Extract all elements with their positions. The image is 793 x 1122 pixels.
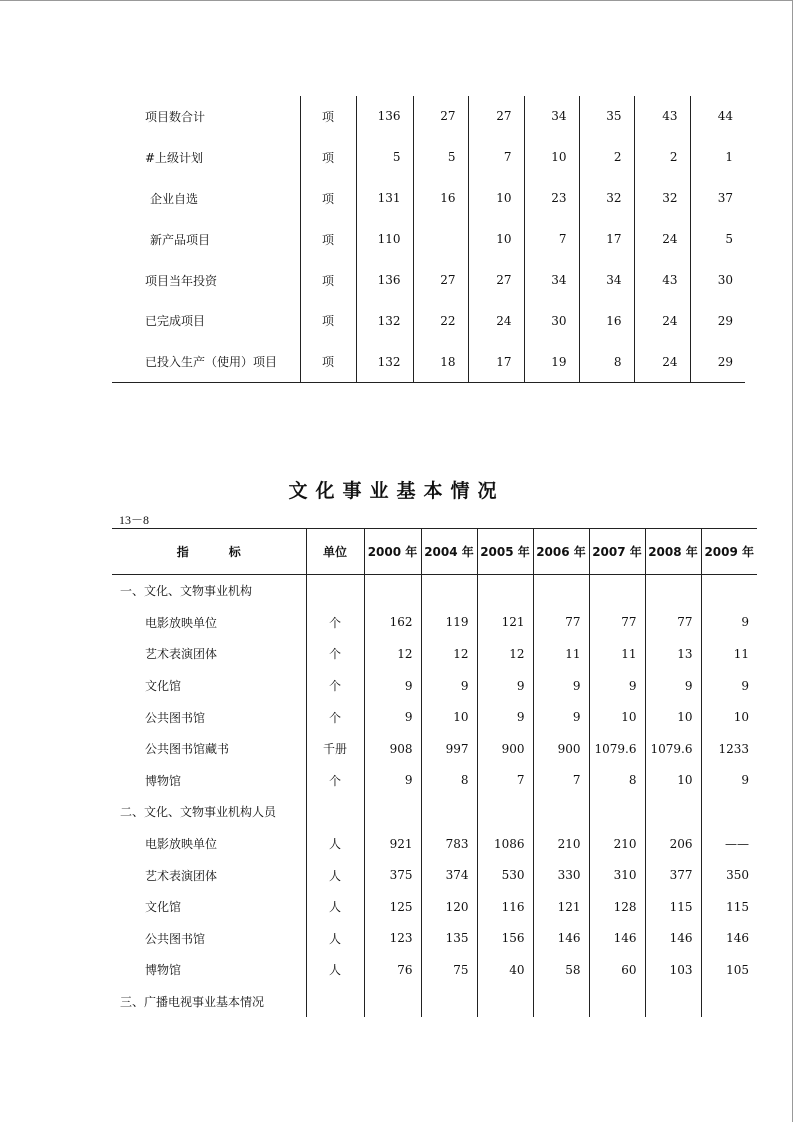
value-cell bbox=[701, 575, 757, 607]
row-label: 已投入生产（使用）项目 bbox=[112, 341, 300, 382]
row-unit: 个 bbox=[306, 765, 364, 797]
value-cell: —— bbox=[701, 828, 757, 860]
table-row bbox=[112, 300, 745, 341]
value-cell: 24 bbox=[468, 300, 524, 341]
row-unit: 项 bbox=[300, 300, 356, 341]
row-unit: 人 bbox=[306, 859, 364, 891]
row-label: 已完成项目 bbox=[145, 314, 206, 329]
value-cell: 9 bbox=[589, 670, 645, 702]
value-cell: 997 bbox=[421, 733, 477, 765]
header-indicator-a: 指 bbox=[176, 545, 189, 559]
value-cell: 16 bbox=[579, 300, 634, 341]
culture-table bbox=[112, 528, 757, 1017]
value-cell: 146 bbox=[589, 923, 645, 955]
row-unit: 个 bbox=[306, 701, 364, 733]
value-cell: 11 bbox=[701, 638, 757, 670]
value-cell: 32 bbox=[634, 178, 690, 219]
row-label: 公共图书馆 bbox=[145, 710, 206, 725]
table-row bbox=[112, 670, 757, 702]
value-cell: 210 bbox=[533, 828, 589, 860]
value-cell: 115 bbox=[645, 891, 701, 923]
row-label: 公共图书馆藏书 bbox=[145, 742, 230, 757]
value-cell bbox=[701, 796, 757, 828]
value-cell: 9 bbox=[701, 607, 757, 639]
row-unit: 项 bbox=[300, 260, 356, 301]
value-cell: 9 bbox=[477, 701, 533, 733]
row-unit: 个 bbox=[306, 670, 364, 702]
table-row bbox=[112, 137, 745, 178]
header-year: 2004 年 bbox=[421, 529, 477, 575]
value-cell bbox=[645, 796, 701, 828]
value-cell: 125 bbox=[364, 891, 421, 923]
table-row bbox=[112, 575, 757, 607]
value-cell: 1 bbox=[690, 137, 745, 178]
value-cell bbox=[645, 575, 701, 607]
value-cell: 35 bbox=[579, 96, 634, 137]
value-cell: 310 bbox=[589, 859, 645, 891]
value-cell bbox=[533, 986, 589, 1018]
value-cell: 103 bbox=[645, 954, 701, 986]
header-year: 2009 年 bbox=[701, 529, 757, 575]
table-row bbox=[112, 733, 757, 765]
value-cell: 210 bbox=[589, 828, 645, 860]
value-cell: 13 bbox=[645, 638, 701, 670]
row-unit: 项 bbox=[300, 178, 356, 219]
value-cell: 17 bbox=[579, 219, 634, 260]
table-row bbox=[112, 923, 757, 955]
row-unit: 人 bbox=[306, 891, 364, 923]
value-cell: 206 bbox=[645, 828, 701, 860]
value-cell: 30 bbox=[524, 300, 579, 341]
table-row bbox=[112, 219, 745, 260]
value-cell: 34 bbox=[579, 260, 634, 301]
value-cell: 32 bbox=[579, 178, 634, 219]
value-cell: 8 bbox=[421, 765, 477, 797]
value-cell: 9 bbox=[364, 765, 421, 797]
value-cell: 10 bbox=[645, 701, 701, 733]
header-unit: 单位 bbox=[306, 529, 364, 575]
value-cell: 11 bbox=[533, 638, 589, 670]
value-cell: 9 bbox=[645, 670, 701, 702]
value-cell: 162 bbox=[364, 607, 421, 639]
row-unit: 个 bbox=[306, 638, 364, 670]
value-cell: 1079.6 bbox=[645, 733, 701, 765]
value-cell: 43 bbox=[634, 96, 690, 137]
value-cell: 24 bbox=[634, 341, 690, 382]
value-cell: 136 bbox=[356, 260, 413, 301]
value-cell bbox=[364, 986, 421, 1018]
value-cell: 7 bbox=[533, 765, 589, 797]
row-label: 项目数合计 bbox=[145, 109, 206, 124]
value-cell bbox=[413, 219, 468, 260]
value-cell: 900 bbox=[533, 733, 589, 765]
value-cell bbox=[533, 575, 589, 607]
header-indicator-b: 标 bbox=[228, 545, 241, 559]
value-cell: 77 bbox=[533, 607, 589, 639]
value-cell: 908 bbox=[364, 733, 421, 765]
value-cell: 30 bbox=[690, 260, 745, 301]
value-cell: 116 bbox=[477, 891, 533, 923]
row-unit: 人 bbox=[306, 828, 364, 860]
table-row bbox=[112, 96, 745, 137]
value-cell: 44 bbox=[690, 96, 745, 137]
row-label: 电影放映单位 bbox=[145, 837, 218, 852]
value-cell: 1079.6 bbox=[589, 733, 645, 765]
value-cell: 146 bbox=[645, 923, 701, 955]
value-cell: 530 bbox=[477, 859, 533, 891]
value-cell bbox=[589, 575, 645, 607]
value-cell: 121 bbox=[477, 607, 533, 639]
value-cell bbox=[421, 986, 477, 1018]
value-cell: 27 bbox=[468, 260, 524, 301]
value-cell: 7 bbox=[477, 765, 533, 797]
value-cell: 43 bbox=[634, 260, 690, 301]
table-row bbox=[112, 828, 757, 860]
value-cell: 22 bbox=[413, 300, 468, 341]
row-unit: 人 bbox=[306, 954, 364, 986]
section-title: 文化事业基本情况 bbox=[288, 480, 505, 502]
value-cell: 12 bbox=[477, 638, 533, 670]
table-row bbox=[112, 178, 745, 219]
value-cell: 77 bbox=[645, 607, 701, 639]
row-label: 企业自选 bbox=[150, 191, 199, 206]
row-label: 文化馆 bbox=[145, 679, 182, 694]
header-year: 2007 年 bbox=[589, 529, 645, 575]
row-unit bbox=[306, 796, 364, 828]
value-cell: 146 bbox=[533, 923, 589, 955]
row-unit: 项 bbox=[300, 341, 356, 382]
page-top-edge bbox=[0, 0, 793, 1]
value-cell: 115 bbox=[701, 891, 757, 923]
table-row bbox=[112, 954, 757, 986]
value-cell: 60 bbox=[589, 954, 645, 986]
row-unit: 人 bbox=[306, 923, 364, 955]
header-year: 2000 年 bbox=[364, 529, 421, 575]
header-year: 2008 年 bbox=[645, 529, 701, 575]
row-unit: 项 bbox=[300, 137, 356, 178]
row-label: 一、文化、文物事业机构 bbox=[120, 584, 253, 599]
value-cell: 5 bbox=[356, 137, 413, 178]
table-row bbox=[112, 859, 757, 891]
table-row bbox=[112, 891, 757, 923]
value-cell: 27 bbox=[413, 96, 468, 137]
value-cell: 75 bbox=[421, 954, 477, 986]
value-cell: 29 bbox=[690, 300, 745, 341]
value-cell bbox=[701, 986, 757, 1018]
row-unit: 项 bbox=[300, 219, 356, 260]
value-cell: 132 bbox=[356, 341, 413, 382]
row-label: 二、文化、文物事业机构人员 bbox=[120, 805, 277, 820]
row-label: 项目当年投资 bbox=[145, 273, 218, 288]
header-indicator bbox=[112, 529, 306, 575]
value-cell: 146 bbox=[701, 923, 757, 955]
value-cell: 132 bbox=[356, 300, 413, 341]
value-cell: 12 bbox=[364, 638, 421, 670]
value-cell: 9 bbox=[421, 670, 477, 702]
value-cell: 8 bbox=[589, 765, 645, 797]
value-cell: 9 bbox=[364, 670, 421, 702]
value-cell: 24 bbox=[634, 219, 690, 260]
value-cell: 2 bbox=[579, 137, 634, 178]
header-year: 2006 年 bbox=[533, 529, 589, 575]
row-unit bbox=[306, 986, 364, 1018]
row-label: 艺术表演团体 bbox=[145, 647, 218, 662]
value-cell: 350 bbox=[701, 859, 757, 891]
value-cell: 7 bbox=[524, 219, 579, 260]
value-cell bbox=[421, 796, 477, 828]
row-unit: 千册 bbox=[306, 733, 364, 765]
value-cell: 2 bbox=[634, 137, 690, 178]
value-cell: 10 bbox=[524, 137, 579, 178]
value-cell: 330 bbox=[533, 859, 589, 891]
row-label: #上级计划 bbox=[145, 150, 204, 165]
value-cell: 37 bbox=[690, 178, 745, 219]
value-cell: 27 bbox=[468, 96, 524, 137]
value-cell: 121 bbox=[533, 891, 589, 923]
value-cell: 1233 bbox=[701, 733, 757, 765]
value-cell: 24 bbox=[634, 300, 690, 341]
row-label: 博物馆 bbox=[145, 773, 182, 788]
value-cell bbox=[589, 796, 645, 828]
row-label: 公共图书馆 bbox=[145, 931, 206, 946]
value-cell: 119 bbox=[421, 607, 477, 639]
value-cell: 921 bbox=[364, 828, 421, 860]
row-unit: 项 bbox=[300, 96, 356, 137]
value-cell: 27 bbox=[413, 260, 468, 301]
row-label: 艺术表演团体 bbox=[145, 868, 218, 883]
value-cell: 76 bbox=[364, 954, 421, 986]
value-cell: 9 bbox=[364, 701, 421, 733]
value-cell: 16 bbox=[413, 178, 468, 219]
value-cell: 10 bbox=[468, 178, 524, 219]
value-cell: 120 bbox=[421, 891, 477, 923]
header-year: 2005 年 bbox=[477, 529, 533, 575]
value-cell: 377 bbox=[645, 859, 701, 891]
table-number: 13－8 bbox=[119, 513, 150, 527]
value-cell: 374 bbox=[421, 859, 477, 891]
value-cell bbox=[364, 575, 421, 607]
value-cell: 7 bbox=[468, 137, 524, 178]
table-row bbox=[112, 765, 757, 797]
table-row bbox=[112, 638, 757, 670]
value-cell: 19 bbox=[524, 341, 579, 382]
value-cell bbox=[533, 796, 589, 828]
project-table bbox=[112, 96, 745, 383]
table-row bbox=[112, 341, 745, 382]
value-cell: 8 bbox=[579, 341, 634, 382]
value-cell: 123 bbox=[364, 923, 421, 955]
value-cell: 9 bbox=[701, 765, 757, 797]
value-cell: 128 bbox=[589, 891, 645, 923]
value-cell bbox=[477, 986, 533, 1018]
table-row bbox=[112, 701, 757, 733]
value-cell: 10 bbox=[589, 701, 645, 733]
value-cell bbox=[477, 575, 533, 607]
value-cell bbox=[364, 796, 421, 828]
value-cell: 9 bbox=[477, 670, 533, 702]
value-cell: 156 bbox=[477, 923, 533, 955]
header-row bbox=[112, 529, 757, 575]
table-row bbox=[112, 607, 757, 639]
row-unit bbox=[306, 575, 364, 607]
table-row bbox=[112, 260, 745, 301]
value-cell: 136 bbox=[356, 96, 413, 137]
value-cell: 18 bbox=[413, 341, 468, 382]
value-cell bbox=[589, 986, 645, 1018]
value-cell: 10 bbox=[645, 765, 701, 797]
value-cell: 9 bbox=[533, 670, 589, 702]
value-cell: 10 bbox=[701, 701, 757, 733]
value-cell: 900 bbox=[477, 733, 533, 765]
row-unit: 个 bbox=[306, 607, 364, 639]
row-label: 新产品项目 bbox=[150, 232, 211, 247]
value-cell: 10 bbox=[421, 701, 477, 733]
value-cell: 34 bbox=[524, 260, 579, 301]
table-row bbox=[112, 796, 757, 828]
value-cell: 5 bbox=[413, 137, 468, 178]
value-cell: 5 bbox=[690, 219, 745, 260]
row-label: 电影放映单位 bbox=[145, 615, 218, 630]
value-cell: 375 bbox=[364, 859, 421, 891]
table-row bbox=[112, 986, 757, 1018]
value-cell: 1086 bbox=[477, 828, 533, 860]
value-cell: 783 bbox=[421, 828, 477, 860]
value-cell: 58 bbox=[533, 954, 589, 986]
row-label: 博物馆 bbox=[145, 963, 182, 978]
row-label: 三、广播电视事业基本情况 bbox=[120, 995, 265, 1010]
row-label: 文化馆 bbox=[145, 900, 182, 915]
value-cell bbox=[645, 986, 701, 1018]
value-cell: 10 bbox=[468, 219, 524, 260]
value-cell: 131 bbox=[356, 178, 413, 219]
value-cell: 77 bbox=[589, 607, 645, 639]
value-cell: 12 bbox=[421, 638, 477, 670]
value-cell bbox=[421, 575, 477, 607]
value-cell: 135 bbox=[421, 923, 477, 955]
value-cell: 9 bbox=[701, 670, 757, 702]
value-cell: 29 bbox=[690, 341, 745, 382]
value-cell: 11 bbox=[589, 638, 645, 670]
value-cell: 110 bbox=[356, 219, 413, 260]
value-cell: 40 bbox=[477, 954, 533, 986]
value-cell: 9 bbox=[533, 701, 589, 733]
value-cell: 17 bbox=[468, 341, 524, 382]
value-cell: 105 bbox=[701, 954, 757, 986]
value-cell bbox=[477, 796, 533, 828]
value-cell: 34 bbox=[524, 96, 579, 137]
value-cell: 23 bbox=[524, 178, 579, 219]
